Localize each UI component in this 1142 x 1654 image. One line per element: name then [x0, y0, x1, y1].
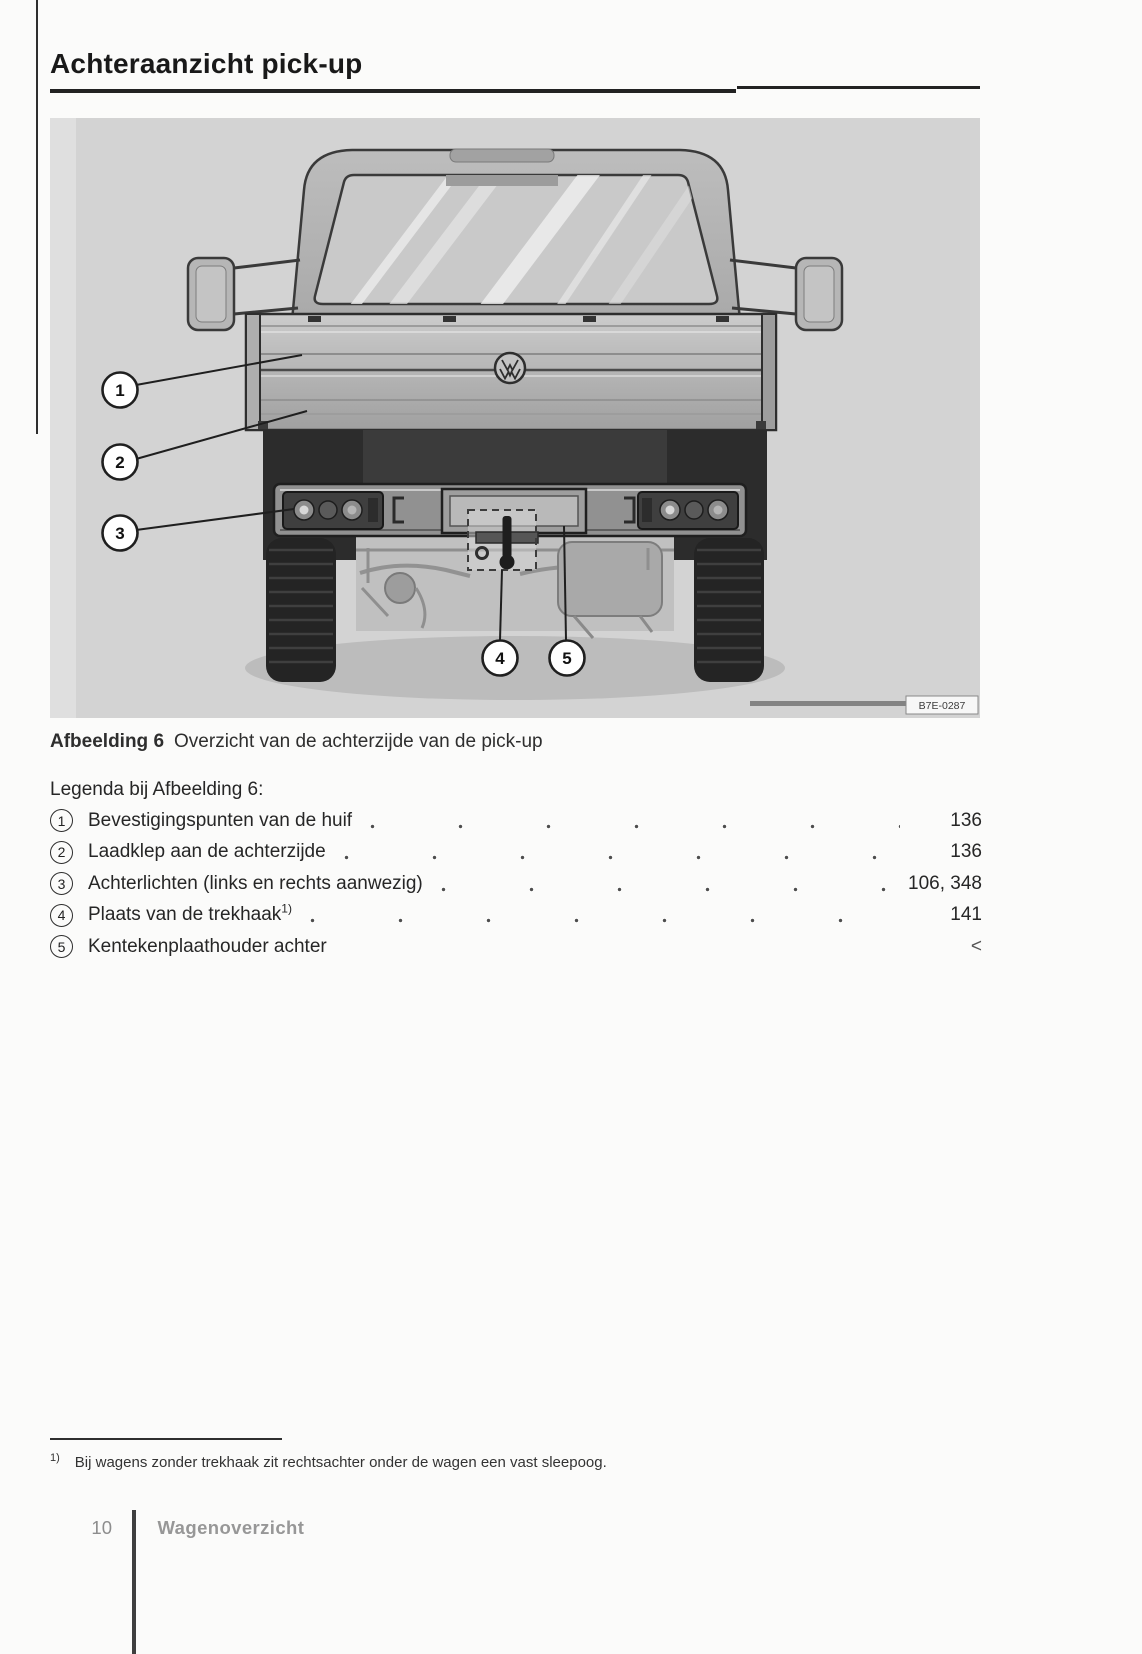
legend-item-page-ref: 136	[950, 841, 982, 863]
dot-leader	[310, 917, 900, 924]
figure-caption-label: Afbeelding 6	[50, 731, 165, 752]
legend-heading: Legenda bij Afbeelding 6:	[50, 779, 264, 800]
callout-5	[550, 641, 585, 676]
legend-item-4	[50, 900, 982, 932]
legend-item-number: 2	[50, 841, 73, 864]
footnote-reference: 1)	[281, 901, 292, 916]
dot-leader	[344, 854, 900, 861]
title-block	[50, 48, 980, 93]
continuation-mark: <	[970, 935, 982, 957]
legend-item-number: 5	[50, 935, 73, 958]
truck-illustration	[50, 118, 980, 718]
figure-caption	[50, 731, 543, 753]
footnote-text: Bij wagens zonder trekhaak zit rechtsachter onder de wagen een vast sleepoog.	[74, 1454, 607, 1471]
svg-text:3: 3	[115, 524, 125, 543]
title-underline	[50, 89, 736, 93]
figure-caption-text: Overzicht van de achterzijde van de pick-up	[174, 731, 543, 752]
figure-code-tag	[906, 696, 978, 714]
legend-item-number: 3	[50, 872, 73, 895]
footnote-divider	[50, 1438, 282, 1440]
page-footer	[50, 1510, 304, 1654]
callout-2	[103, 445, 138, 480]
legend-item-3	[50, 868, 982, 900]
cargo-bed	[246, 314, 776, 430]
footer-page-number: 10	[91, 1517, 112, 1538]
footnote-marker: 1)	[50, 1452, 60, 1464]
callout-1	[103, 373, 138, 408]
tow-hitch	[468, 510, 538, 570]
dot-leader	[370, 823, 900, 830]
left-tail-light	[283, 492, 383, 529]
left-wheel	[266, 538, 336, 682]
legend-item-1	[50, 805, 982, 837]
figure-rear-view	[50, 118, 980, 718]
legend-item-label: Laadklep aan de achterzijde	[88, 841, 326, 863]
legend-item-number: 1	[50, 809, 73, 832]
right-tail-light	[638, 492, 738, 529]
legend-item-label: Kentekenplaathouder achter	[88, 935, 327, 957]
legend-item-5	[50, 931, 982, 963]
title-underline-extension	[737, 86, 980, 89]
svg-text:5: 5	[562, 649, 572, 668]
footer-divider	[132, 1510, 136, 1654]
truck-cab	[291, 149, 741, 333]
footnote	[50, 1452, 607, 1471]
scan-edge-line	[36, 0, 38, 434]
callout-3	[103, 516, 138, 551]
legend-item-label: Achterlichten (links en rechts aanwezig)	[88, 872, 423, 894]
callout-4	[483, 641, 518, 676]
figure-code: B7E-0287	[918, 700, 966, 712]
legend-item-page-ref: 136	[950, 809, 982, 831]
legend-item-label: Plaats van de trekhaak$^{1)}$	[88, 901, 292, 926]
legend-item-2	[50, 837, 982, 869]
legend-list	[50, 805, 982, 963]
svg-text:4: 4	[495, 649, 505, 668]
footer-section-label: Wagenoverzicht	[157, 1517, 305, 1538]
legend-item-page-ref: 106, 348	[908, 872, 982, 894]
vw-logo	[495, 353, 525, 383]
legend-item-label: Bevestigingspunten van de huif	[88, 809, 353, 831]
legend-item-page-ref: 141	[950, 904, 982, 926]
page-title: Achteraanzicht pick-up	[50, 48, 363, 79]
svg-text:1: 1	[115, 381, 125, 400]
svg-text:2: 2	[115, 453, 125, 472]
dot-leader	[441, 886, 896, 893]
right-wheel	[694, 538, 764, 682]
legend-item-number: 4	[50, 904, 73, 927]
